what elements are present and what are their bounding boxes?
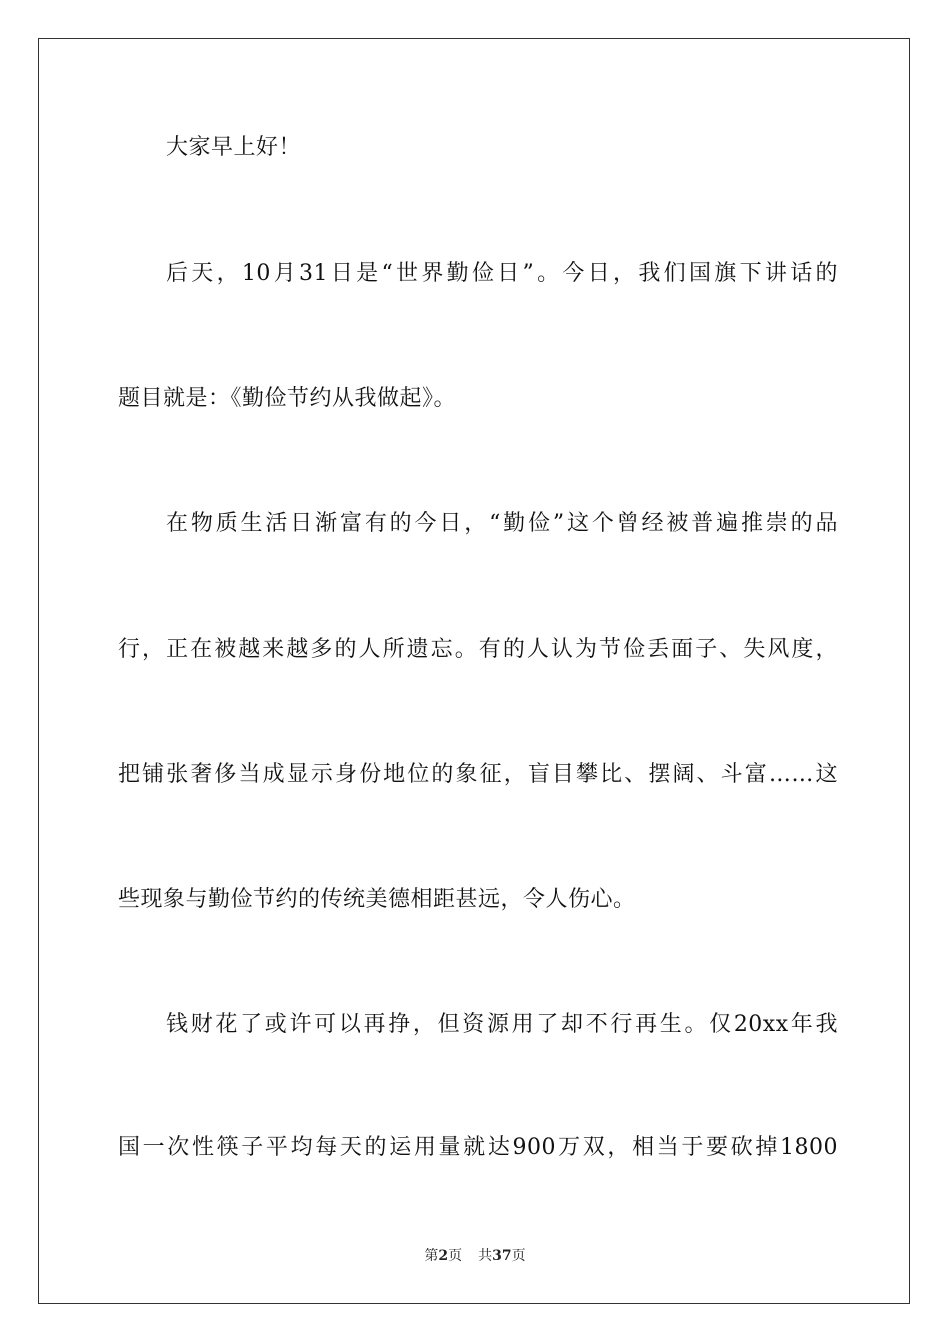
total-suffix: 页 — [511, 1248, 526, 1264]
total-prefix: 共 — [478, 1248, 493, 1264]
paragraph-line: 国一次性筷子平均每天的运用量就达900万双，相当于要砍掉1800 — [118, 1135, 838, 1160]
page-border — [38, 38, 910, 1304]
paragraph-line: 在物质生活日渐富有的今日，“勤俭”这个曾经被普遍推崇的品 — [166, 511, 838, 536]
paragraph-line: 钱财花了或许可以再挣，但资源用了却不行再生。仅20xx年我 — [166, 1012, 838, 1037]
page-suffix: 页 — [448, 1248, 463, 1264]
total-pages: 37 — [492, 1248, 512, 1264]
greeting-line: 大家早上好！ — [166, 135, 302, 160]
paragraph-line: 把铺张奢侈当成显示身份地位的象征，盲目攀比、摆阔、斗富……这 — [118, 762, 838, 787]
page-number: 2 — [438, 1248, 449, 1264]
paragraph-line: 行，正在被越来越多的人所遗忘。有的人认为节俭丢面子、失风度， — [118, 637, 838, 662]
paragraph-line: 后天，10月31日是“世界勤俭日”。今日，我们国旗下讲话的 — [166, 261, 838, 286]
page-prefix: 第 — [424, 1248, 439, 1264]
page-footer — [0, 1247, 950, 1265]
paragraph-line: 些现象与勤俭节约的传统美德相距甚远，令人伤心。 — [118, 887, 636, 912]
paragraph-line: 题目就是：《勤俭节约从我做起》。 — [118, 386, 457, 411]
